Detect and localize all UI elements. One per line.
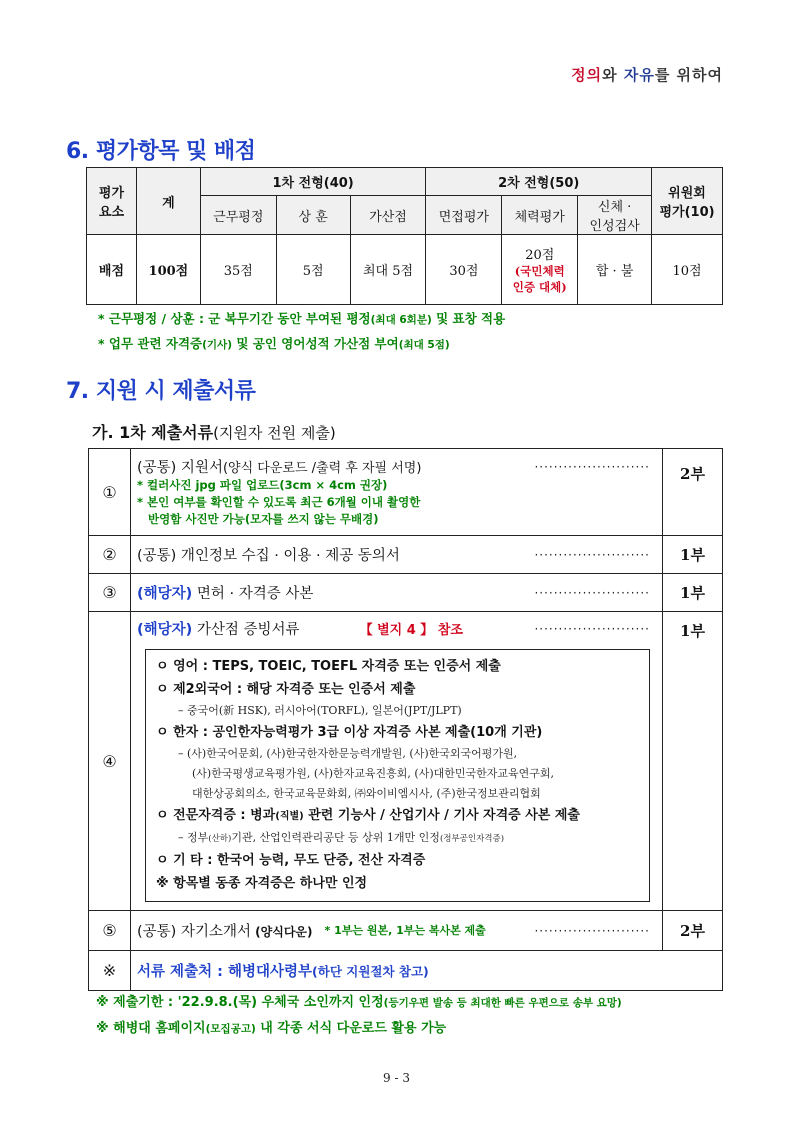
- photo-recency-note-cont: 반영함 사진만 가능(모자를 쓰지 않는 무배경): [148, 512, 379, 526]
- leader-dots: ························: [534, 923, 650, 938]
- sub-interview: 면접평가: [426, 196, 502, 235]
- professional-cert-detail: – 정부(산하)기관, 산업인력관리공단 등 상위 1개만 인정(정부공인자격증): [178, 831, 505, 844]
- header-committee: 위원회 평가(10): [652, 168, 723, 235]
- value-committee: 10점: [652, 235, 723, 305]
- row-number: ⑤: [89, 911, 131, 951]
- sub-duty-rating: 근무평정: [200, 196, 276, 235]
- footer-notes: [96, 990, 622, 1042]
- doc-row-self-intro: ⑤ (공통) 자기소개서 (양식다운) * 1부는 원본, 1부는 복사본 제출 ························ 2부: [89, 911, 723, 951]
- row-number: ③: [89, 574, 131, 612]
- leader-dots: ························: [534, 547, 650, 562]
- sub-award: 상 훈: [276, 196, 350, 235]
- row-count: 1부: [663, 574, 723, 612]
- row-count: 2부: [663, 449, 723, 536]
- sub-body-personality: 신체 · 인성검사: [578, 196, 652, 235]
- doc-row-privacy-consent: ② (공통) 개인정보 수집 · 이용 · 제공 동의서 ························ 1부: [89, 536, 723, 574]
- second-language-detail: – 중국어(新 HSK), 러시아어(TORFL), 일본어(JPT/JLPT): [178, 704, 462, 717]
- deadline-note: ※ 제출기한 : '22.9.8.(목) 우체국 소인까지 인정(등기우편 발송 등 최대한 빠른 우편으로 송부 요망): [96, 995, 622, 1010]
- note-duty-award: * 근무평정 / 상훈 : 군 복무기간 동안 부여된 평정(최대 6회분) 및 표창 적용: [98, 311, 506, 326]
- motto-part-justice: 정의: [571, 66, 603, 84]
- motto-part-freedom: 자유: [623, 66, 655, 84]
- section-6-title: 6. 평가항목 및 배점: [66, 139, 256, 164]
- header-total: 계: [136, 168, 200, 235]
- hanja-institutions-2: (사)한국평생교육평가원, (사)한자교육진흥회, (사)대한민국한자교육연구회,: [192, 767, 555, 780]
- leader-dots: ························: [534, 585, 650, 600]
- motto-part-for: 를 위하여: [654, 66, 723, 84]
- header-round-2: 2차 전형(50): [426, 168, 652, 196]
- value-fitness: 20점 (국민체력 인증 대체): [502, 235, 578, 305]
- value-body: 합 · 불: [578, 235, 652, 305]
- row-count: 1부: [663, 612, 723, 911]
- value-duty: 35점: [200, 235, 276, 305]
- leader-dots: ························: [534, 621, 650, 636]
- row-number: ①: [89, 449, 131, 536]
- value-interview: 30점: [426, 235, 502, 305]
- submission-place: 서류 제출처 : 해병대사령부: [137, 964, 313, 980]
- hanja-institutions-1: – (사)한국어문회, (사)한국한자한문능력개발원, (사)한국외국어평가원,: [178, 747, 518, 760]
- hanja-institutions-3: 대한상공회의소, 한국교육문화회, ㈜와이비엠시사, (주)한국정보관리협회: [192, 787, 541, 800]
- header-round-1: 1차 전형(40): [200, 168, 426, 196]
- header-motto: [571, 64, 723, 85]
- section-7-title: 7. 지원 시 제출서류: [66, 379, 256, 404]
- doc-row-license-copy: ③ (해당자) 면허 · 자격증 사본 ························ 1부: [89, 574, 723, 612]
- self-intro-note: * 1부는 원본, 1부는 복사본 제출: [324, 924, 486, 937]
- row-label-score: 배점: [87, 235, 137, 305]
- other-item: ㅇ 기 타 : 한국어 능력, 무도 단증, 전산 자격증: [156, 853, 426, 868]
- sub-fitness: 체력평가: [502, 196, 578, 235]
- note-bonus: * 업무 관련 자격증(기사) 및 공인 영어성적 가산점 부여(최대 5점): [98, 336, 450, 351]
- photo-note: * 컬러사진 jpg 파일 업로드(3cm × 4cm 권장): [137, 478, 388, 492]
- photo-recency-note: * 본인 여부를 확인할 수 있도록 최근 6개월 이내 촬영한: [137, 495, 421, 509]
- hanja-item: ㅇ 한자 : 공인한자능력평가 3급 이상 자격증 사본 제출(10개 기관): [156, 725, 543, 740]
- subsection-title: 가. 1차 제출서류(지원자 전원 제출): [92, 423, 336, 442]
- sub-bonus: 가산점: [350, 196, 426, 235]
- second-language-item: ㅇ 제2외국어 : 해당 자격증 또는 인증서 제출: [156, 682, 416, 697]
- value-bonus: 최대 5점: [350, 235, 426, 305]
- value-award: 5점: [276, 235, 350, 305]
- documents-table: [88, 448, 723, 991]
- english-item: ㅇ 영어 : TEPS, TOEIC, TOEFL 자격증 또는 인증서 제출: [156, 659, 501, 674]
- row-number: ※: [89, 951, 131, 991]
- motto-part-and: 와: [602, 66, 624, 84]
- row-count: 1부: [663, 536, 723, 574]
- value-total: 100점: [136, 235, 200, 305]
- section-6-notes: [98, 307, 505, 357]
- page-number: 9 - 3: [383, 1071, 410, 1085]
- leader-dots: ························: [534, 459, 650, 474]
- bonus-detail-box: [145, 649, 650, 902]
- row-number: ④: [89, 612, 131, 911]
- homepage-note: ※ 해병대 홈페이지(모집공고) 내 각종 서식 다운로드 활용 가능: [96, 1021, 447, 1036]
- doc-row-bonus-evidence: ④ (해당자) 가산점 증빙서류 【 별지 4 】 참조 ························ ㅇ 영어 : TEPS, TOEIC, TOEFL 자격증 또는 인증서 제출 ㅇ 제2외국어 : 해당 자격증 또는 인증서 제출 – 중국어(新 HSK), 러시아어(TORFL), 일본어(JPT/JLPT) ㅇ 한자 : 공인한자능력평가 3급 이상 자격증 사본 제출(10개 기관) – (사)한국어문회, (사)한국한자한문능력개발원, (사)한국외국어평가원, (사)한국평생교육평가원, (사)한자교육진흥회, (사)대한민국한자교육연구회, 대한상공회의소, 한국교육문화회, ㈜와이비엠시사, (주)한국정보관리협회 ㅇ 전문자격증 : 병과(직별) 관련 기능사 / 산업기사 / 기사 자격증 사본 제출 – 정부(산하)기관, 산업인력관리공단 등 상위 1개만 인정(정부공인자격증) ㅇ 기 타 : 한국어 능력, 무도 단증, 전산 자격증 ※ 항목별 동종 자격증은 하나만 인정 1부: [89, 612, 723, 911]
- row-count: 2부: [663, 911, 723, 951]
- row-number: ②: [89, 536, 131, 574]
- appendix-reference: 【 별지 4 】 참조: [359, 623, 463, 638]
- submission-place-note: (하단 지원절차 참고): [312, 964, 429, 979]
- doc-row-submission-place: [89, 951, 723, 991]
- professional-cert-item: ㅇ 전문자격증 : 병과(직별) 관련 기능사 / 산업기사 / 기사 자격증 사본 제출: [156, 808, 580, 823]
- score-table: [86, 167, 723, 305]
- same-type-note: ※ 항목별 동종 자격증은 하나만 인정: [156, 876, 368, 891]
- header-eval-area: 평가 요소: [87, 168, 137, 235]
- doc-row-application: ① (공통) 지원서(양식 다운로드 /출력 후 자필 서명) ························ * 컬러사진 jpg 파일 업로드(3cm × 4cm 권장) * 본인 여부를 확인할 수 있도록 최근 6개월 이내 촬영한 반영함 사진만 가능(모자를 쓰지 않는 무배경) 2부: [89, 449, 723, 536]
